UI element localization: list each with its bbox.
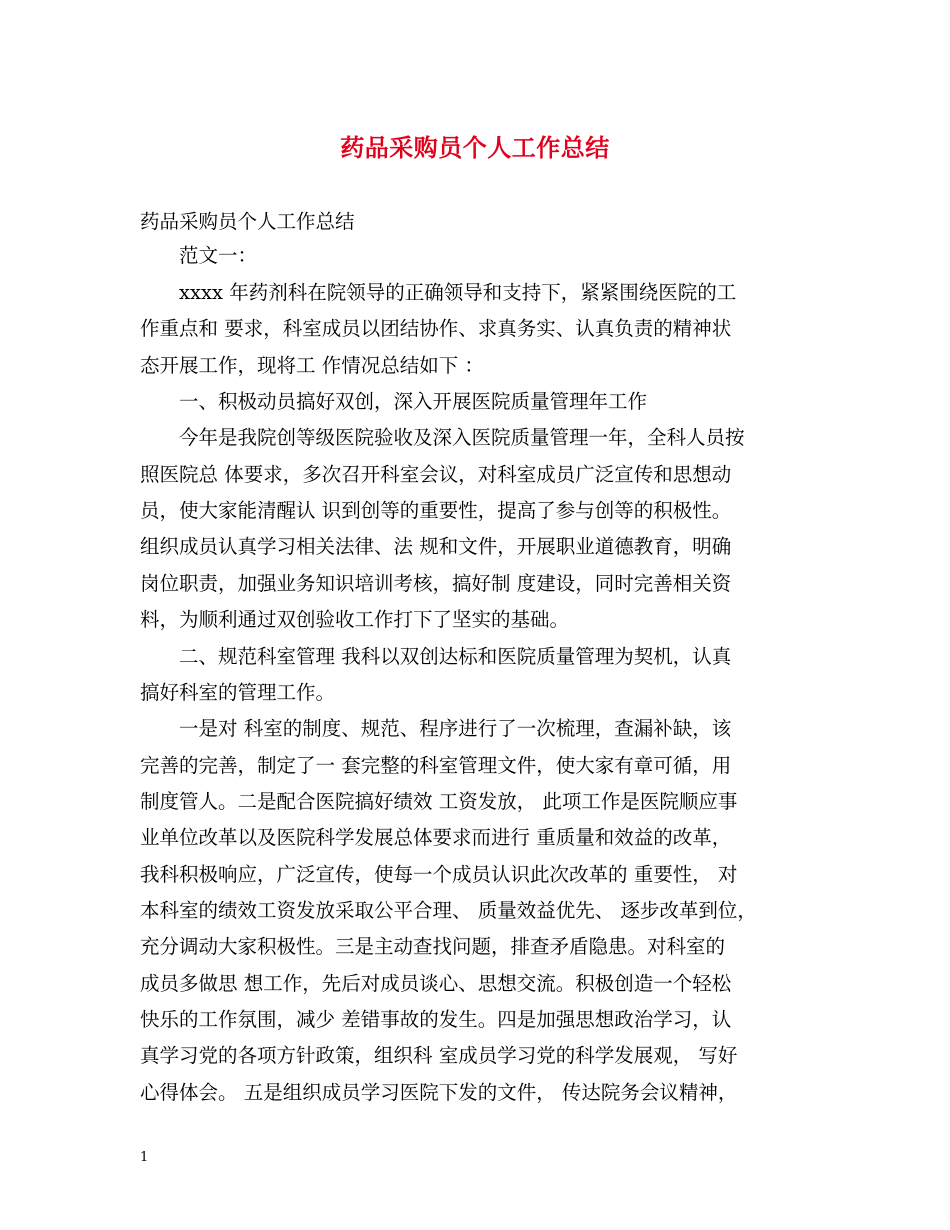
body-line: 充分调动大家积极性。三是主动查找问题，排查矛盾隐患。对科室的 [140,935,726,958]
page-number: 1 [140,1150,149,1165]
body-line: 业单位改革以及医院科学发展总体要求而进行 重质量和效益的改革， [140,826,732,849]
body-line: 心得体会。 五是组织成员学习医院下发的文件， 传达院务会议精神， [140,1081,738,1104]
body-line: 范文一： [140,244,258,267]
document-title: 药品采购员个人工作总结 [340,133,610,162]
body-line: 真学习党的各项方针政策，组织科 室成员学习党的科学发展观， 写好 [140,1044,738,1067]
body-line: 二、规范科室管理 我科以双创达标和医院质量管理为契机，认真 [140,645,732,668]
body-line: 一、积极动员搞好双创，深入开展医院质量管理年工作 [140,390,648,413]
body-line: 完善的完善，制定了一 套完整的科室管理文件，使大家有章可循，用 [140,754,732,777]
body-line: 一是对 科室的制度、规范、程序进行了一次梳理，查漏补缺，该 [140,717,732,740]
body-line: 料，为顺利通过双创验收工作打下了坚实的基础。 [140,608,570,631]
body-line: 本科室的绩效工资发放采取公平合理、 质量效益优先、 逐步改革到位， [140,899,757,922]
body-line: 药品采购员个人工作总结 [140,210,355,233]
body-line: 我科积极响应，广泛宣传，使每一个成员认识此次改革的 重要性， 对 [140,863,738,886]
body-line: 今年是我院创等级医院验收及深入医院质量管理一年，全科人员按 [140,426,745,449]
body-line: 作重点和 要求，科室成员以团结协作、求真务实、认真负责的精神状 [140,317,732,340]
body-line: xxxx 年药剂科在院领导的正确领导和支持下，紧紧围绕医院的工 [140,281,737,304]
body-line: 制度管人。二是配合医院搞好绩效 工资发放， 此项工作是医院顺应事 [140,790,738,813]
body-line: 岗位职责，加强业务知识培训考核，搞好制 度建设，同时完善相关资 [140,572,732,595]
body-line: 组织成员认真学习相关法律、法 规和文件，开展职业道德教育，明确 [140,535,732,558]
body-line: 员，使大家能清醒认 识到创等的重要性，提高了参与创等的积极性。 [140,499,732,522]
body-line: 照医院总 体要求，多次召开科室会议，对科室成员广泛宣传和思想动 [140,463,732,486]
body-line: 态开展工作，现将工 作情况总结如下 ： [140,354,484,377]
body-line: 成员多做思 想工作，先后对成员谈心、思想交流。积极创造一个轻松 [140,972,732,995]
body-line: 快乐的工作氛围，减少 差错事故的发生。四是加强思想政治学习，认 [140,1008,732,1031]
body-line: 搞好科室的管理工作。 [140,681,336,704]
